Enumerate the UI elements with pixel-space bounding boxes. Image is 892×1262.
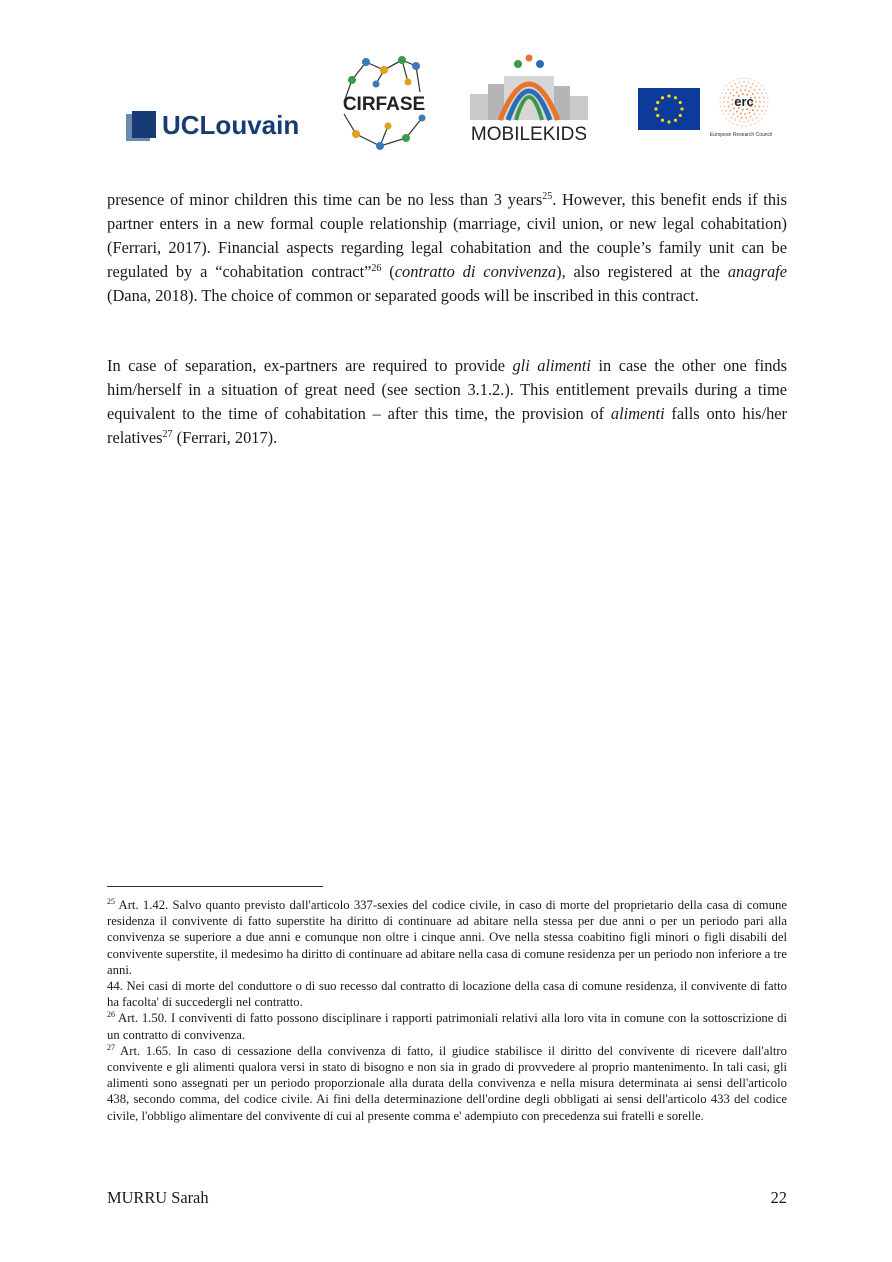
body-paragraph-1: presence of minor children this time can be no less than 3 years$^{25}$. However, this benefit ends if this partner enters in a new formal couple relationship (marriage, civil union, or new legal cohabitation) (Ferrari, 2017). Financial aspects regarding legal cohabitation and the couple’s family unit can be regulated by a “cohabitation contract”$^{26}$ (contratto di convivenza), also registered at the anagrafe (Dana, 2018). The choice of common or separated goods will be inscribed in this contract. (107, 190, 787, 306)
mobilekids-logo-text: MOBILEKIDS (470, 124, 588, 145)
cirfase-logo (336, 52, 432, 152)
uclouvain-mark-icon (126, 111, 156, 141)
footer-page-number: 22 (770, 1188, 787, 1207)
footnote-ref-25: 25 (542, 191, 553, 202)
footnote-25: $^{25}$ Art. 1.42. Salvo quanto previsto dall'articolo 337-sexies del codice civile, in caso di morte del proprietario della casa di comune residenza il convivente di fatto superstite ha diritto di continuare ad abitare nella stessa per due anni o per un periodo pari alla convivenza se superiore a due anni e comunque non oltre i cinque anni. Ove nella stessa coabitino figli minori o figli disabili del convivente superstite, il medesimo ha diritto di continuare ad abitare nella casa di comune residenza per un periodo non inferiore a tre anni. (107, 897, 787, 977)
footnote-25-continued: 44. Nei casi di morte del conduttore o di suo recesso dal contratto di locazione della casa di comune residenza, il convivente di fatto ha facolta' di succedergli nel contratto. (107, 979, 787, 1010)
footnotes (107, 897, 787, 1124)
uclouvain-logo (126, 110, 299, 141)
body-paragraph-2: In case of separation, ex-partners are required to provide gli alimenti in case the other one finds him/herself in a situation of great need (see section 3.1.2.). This entitlement prevails during a time equivalent to the time of cohabitation – after this time, the provision of alimenti falls onto his/her relatives$^{27}$ (Ferrari, 2017). (107, 356, 788, 448)
footnote-ref-26: 26 (371, 263, 382, 275)
header-logos (0, 0, 892, 170)
footnote-separator (107, 886, 323, 887)
erc-logo (704, 76, 778, 142)
footnote-26: $^{26}$ Art. 1.50. I conviventi di fatto possono disciplinare i rapporti patrimoniali relativi alla loro vita in comune con la sottoscrizione di un contratto di convivenza. (107, 1010, 787, 1042)
erc-logo-caption: European Research Council (709, 132, 773, 138)
mobilekids-logo (460, 54, 598, 146)
footer-author: MURRU Sarah (107, 1188, 209, 1207)
footnote-27: $^{27}$ Art. 1.65. In caso di cessazione della convivenza di fatto, il giudice stabilisce il diritto del convivente di ricevere dall'altro convivente e gli alimenti qualora versi in stato di bisogno e non sia in grado di provvedere al proprio mantenimento. In tali casi, gli alimenti sono assegnati per un periodo proporzionale alla durata della convivenza e nella misura determinata ai sensi dell'articolo 438, secondo comma, del codice civile. Ai fini della determinazione dell'ordine degli obbligati ai sensi dell'articolo 433 del codice civile, l'obbligo alimentare del convivente di cui al presente comma e' adempiuto con precedenza sui fratelli e sorelle. (107, 1042, 787, 1123)
footnote-ref-27: 27 (162, 429, 173, 441)
erc-logo-text: erc (734, 94, 754, 109)
cirfase-logo-text: CIRFASE (342, 94, 426, 115)
uclouvain-logo-text: UCLouvain (162, 110, 300, 140)
eu-flag-icon (638, 88, 700, 130)
